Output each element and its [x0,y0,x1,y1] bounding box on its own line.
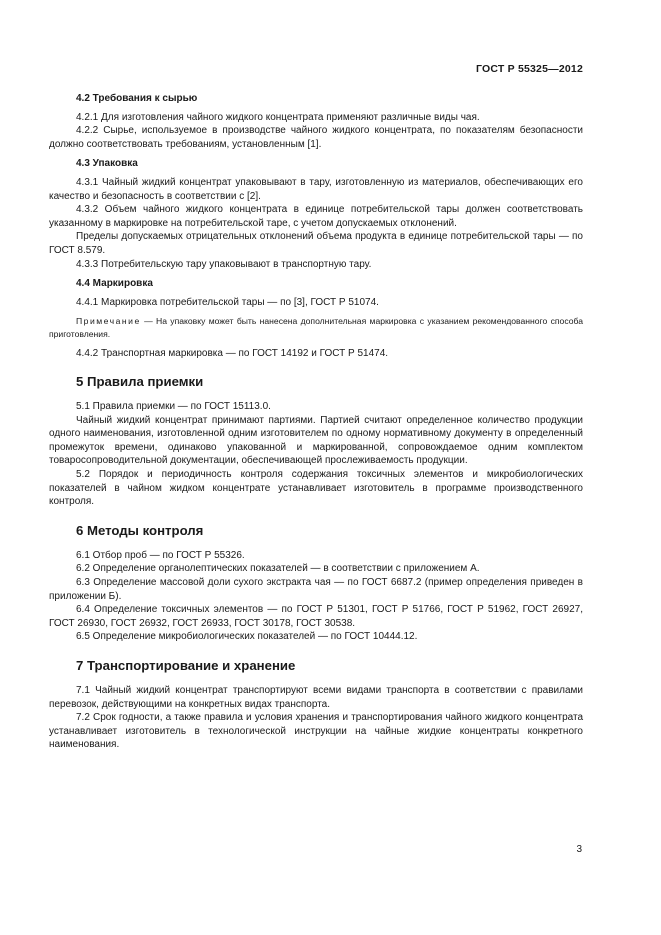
paragraph-6-5: 6.5 Определение микробиологических показателей — по ГОСТ 10444.12. [76,631,418,643]
paragraph-6-4: 6.4 Определение токсичных элементов — по ГОСТ Р 51301, ГОСТ Р 51766, ГОСТ Р 51962, ГОСТ 26927, ГОСТ 26930, ГОСТ 26932, ГОСТ 26933, ГОСТ 30178, ГОСТ 30538. [49,604,583,629]
paragraph-6-1: 6.1 Отбор проб — по ГОСТ Р 55326. [76,549,245,561]
paragraph-5-2: 5.2 Порядок и периодичность контроля содержания токсичных элементов и микробиологических показателей в чайном жидком концентрате устанавливает изготовитель в программе производственного контроля. [49,469,583,508]
paragraph-4-3-2-limits: Пределы допускаемых отрицательных отклонений объема продукта в единице потребительской тары — по ГОСТ 8.579. [49,231,583,256]
subsection-title-4-4: 4.4 Маркировка [76,278,153,290]
document-header: ГОСТ Р 55325—2012 [475,63,583,75]
note [49,315,583,340]
subsection-title-4-3: 4.3 Упаковка [76,158,138,170]
page-number: 3 [576,844,582,855]
note-label: Примечание [76,316,141,327]
paragraph-4-4-2: 4.4.2 Транспортная маркировка — по ГОСТ 14192 и ГОСТ Р 51474. [76,347,389,359]
section-title-6: 6 Методы контроля [76,522,204,538]
paragraph-6-2: 6.2 Определение органолептических показателей — в соответствии с приложением А. [76,563,480,575]
note-text: — На упаковку может быть нанесена дополнительная маркировка с указанием рекомендованного способа приготовления. [49,316,583,339]
paragraph-7-2: 7.2 Срок годности, а также правила и условия хранения и транспортирования чайного жидкого концентрата устанавливает изготовитель в технологической инструкции на чайные жидкие концентраты конкретного наименования. [49,712,583,751]
paragraph-6-3: 6.3 Определение массовой доли сухого экстракта чая — по ГОСТ 6687.2 (пример определения приведен в приложении Б). [49,577,583,602]
paragraph-4-2-1: 4.2.1 Для изготовления чайного жидкого концентрата применяют различные виды чая. [76,111,480,123]
paragraph-4-3-2: 4.3.2 Объем чайного жидкого концентрата в единице потребительской тары должен соответствовать указанному в маркировке на потребительской таре, с учетом допускаемых отклонений. [49,204,583,229]
paragraph-4-3-1: 4.3.1 Чайный жидкий концентрат упаковывают в тару, изготовленную из материалов, обеспечивающих его качество и безопасность в соответствии с [2]. [49,176,583,202]
paragraph-5-1-lot: Чайный жидкий концентрат принимают партиями. Партией считают определенное количество продукции одного наименования, изготовленной одним изготовителем по одному нормативному документу в определенный промежуток времени, одинаково упакованной и маркированной, сопровождаемое одним комплектом товаросопроводительной документации, обеспечивающей прослеживаемость продукции. [49,414,583,467]
subsection-title-4-2: 4.2 Требования к сырью [76,93,198,104]
paragraph-5-1: 5.1 Правила приемки — по ГОСТ 15113.0. [76,401,271,413]
paragraph-7-1: 7.1 Чайный жидкий концентрат транспортируют всеми видами транспорта в соответствии с правилами перевозок, действующими на конкретных видах транспорта. [49,685,583,710]
paragraph-4-2-2: 4.2.2 Сырье, используемое в производстве чайного жидкого концентрата, по показателям безопасности должно соответствовать требованиям, установленным [1]. [49,125,583,150]
paragraph-4-4-1: 4.4.1 Маркировка потребительской тары — по [3], ГОСТ Р 51074. [76,296,379,308]
section-title-5: 5 Правила приемки [76,374,204,390]
paragraph-4-3-3: 4.3.3 Потребительскую тару упаковывают в транспортную тару. [76,258,372,270]
document-body [49,92,583,752]
section-title-7: 7 Транспортирование и хранение [76,658,296,673]
